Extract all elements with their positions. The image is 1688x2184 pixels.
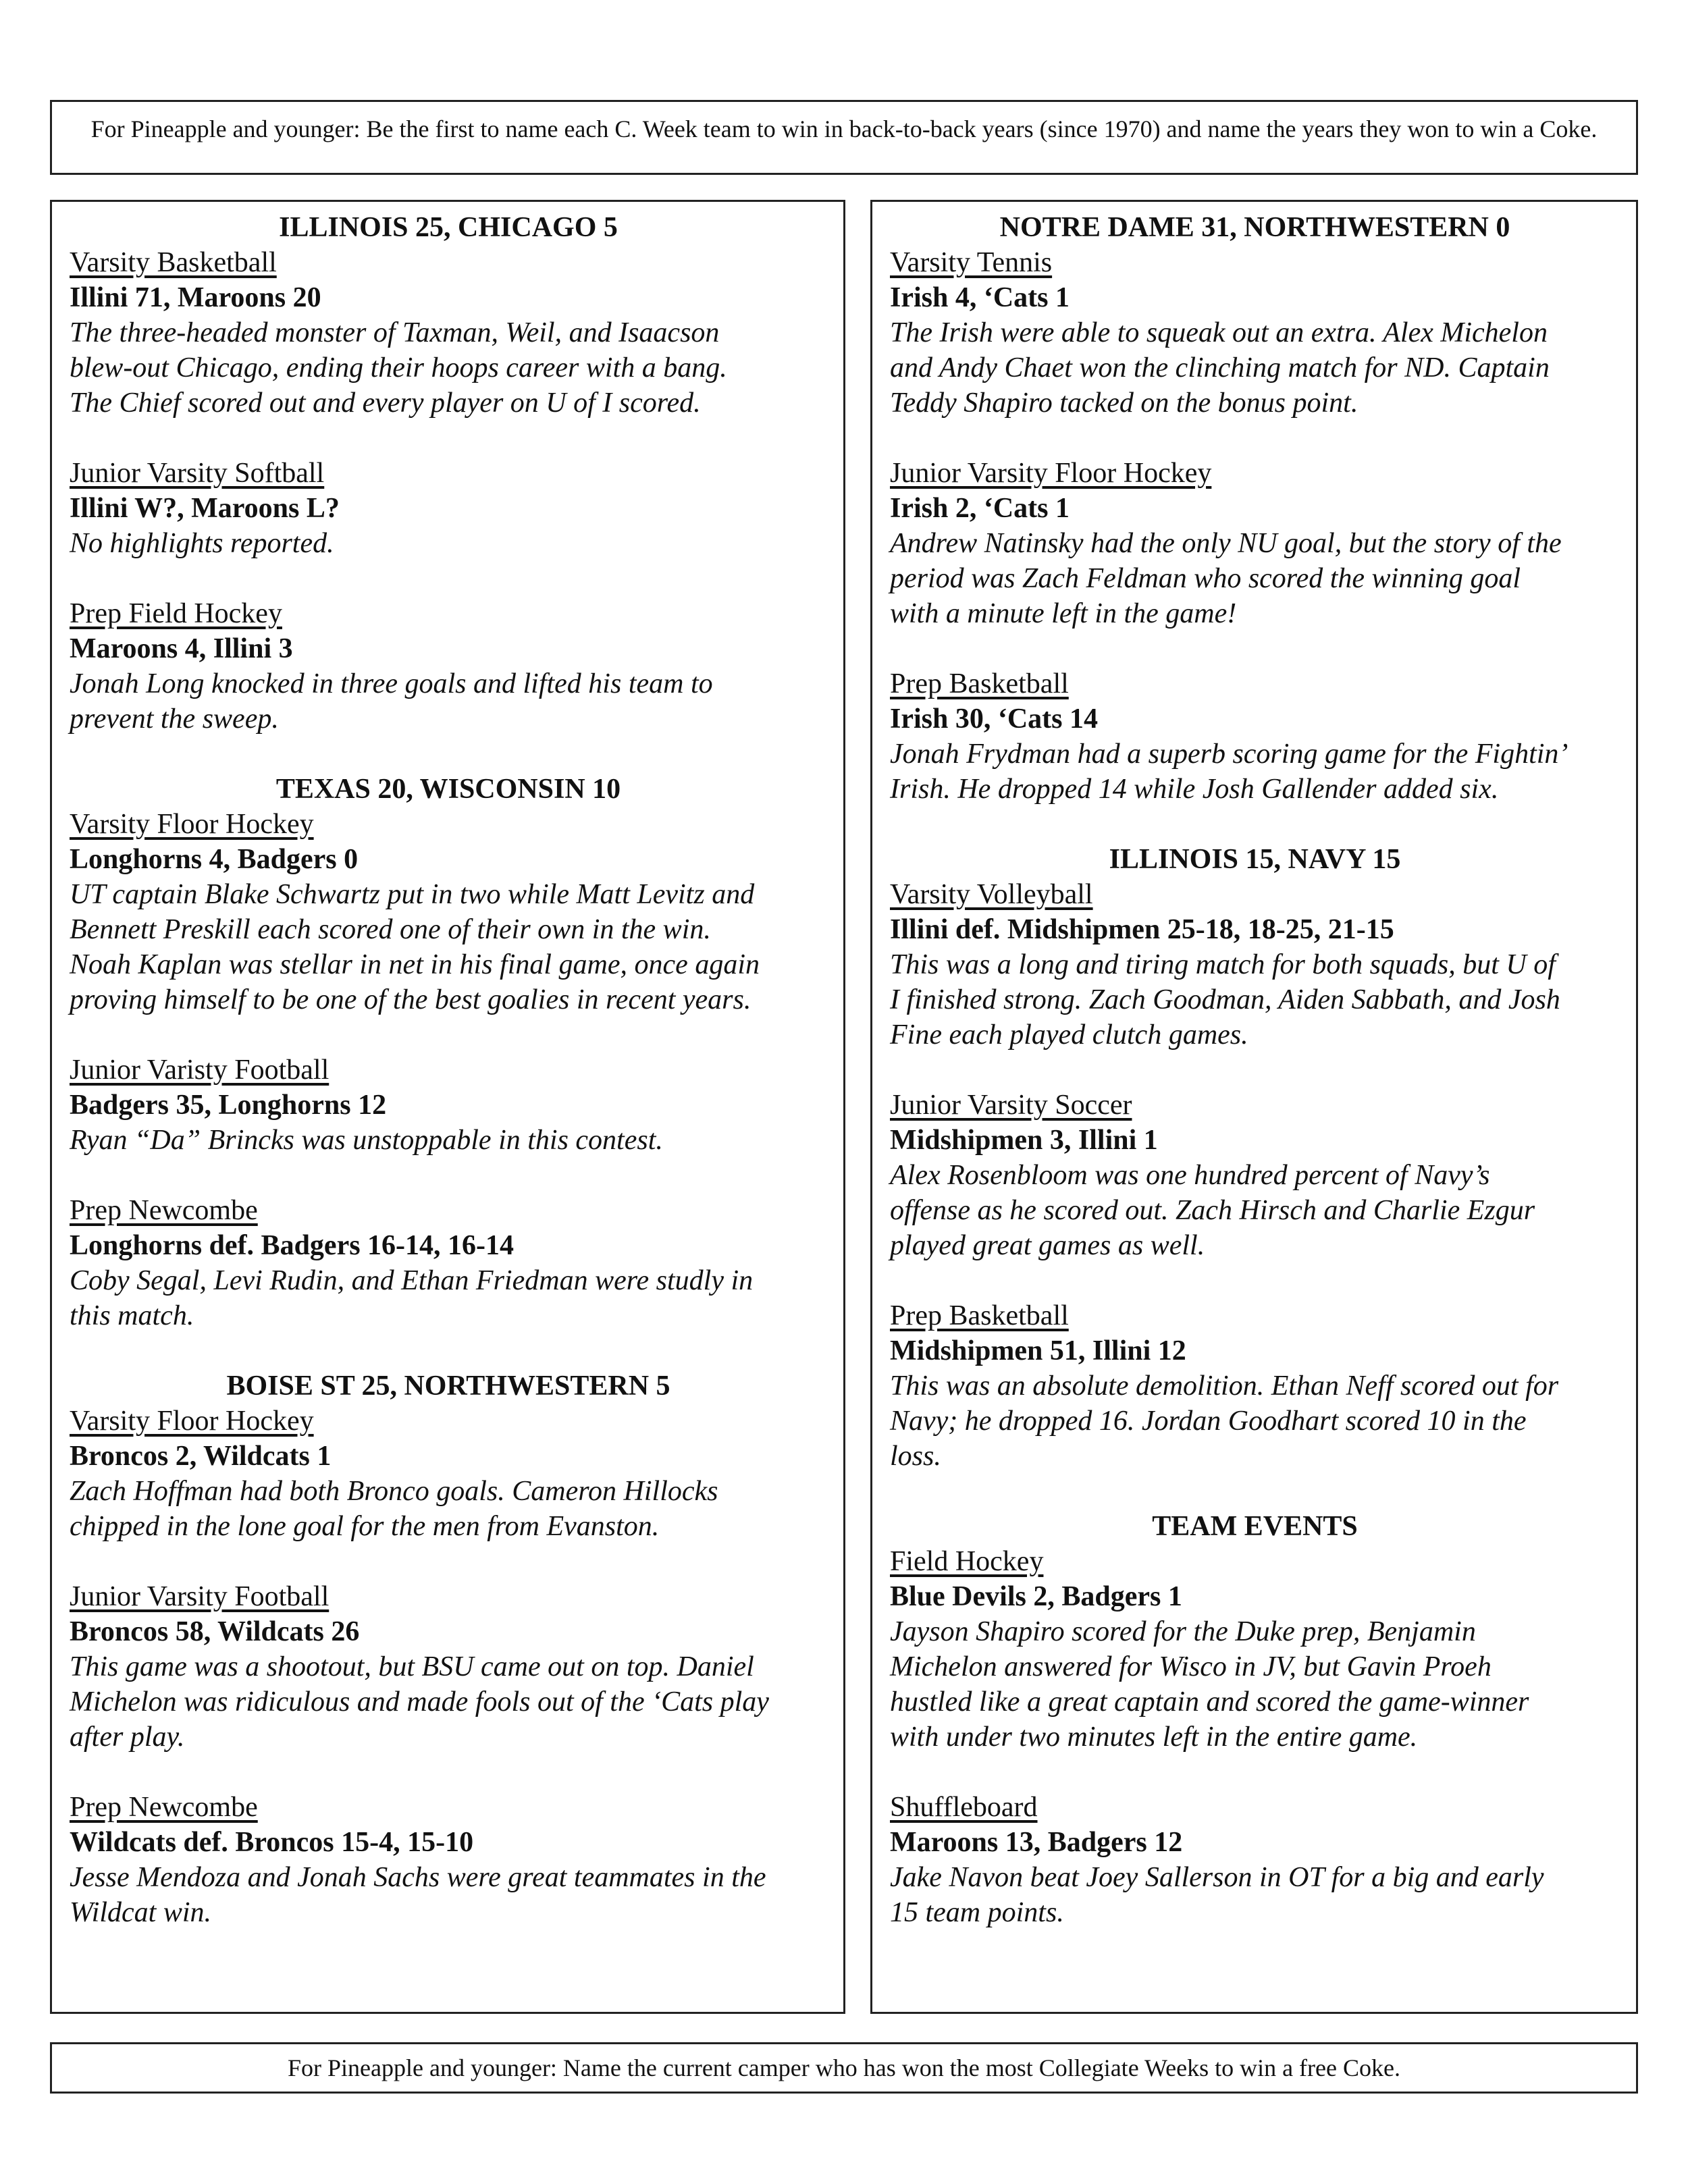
- game-result: [70, 245, 827, 421]
- game-score: Maroons 4, Illini 3: [70, 633, 293, 664]
- game-highlight-line: The three-headed monster of Taxman, Weil, and Isaacson: [70, 317, 720, 348]
- game-result: [70, 807, 827, 1017]
- game-highlight-line: I finished strong. Zach Goodman, Aiden Sabbath, and Josh: [890, 984, 1560, 1015]
- game-score: Irish 2, ‘Cats 1: [890, 493, 1070, 524]
- bottom-trivia-banner: [50, 2042, 1638, 2094]
- sport-label: Junior Varsity Football: [70, 1581, 329, 1612]
- game-score: Broncos 2, Wildcats 1: [70, 1441, 332, 1472]
- game-result: [890, 1544, 1620, 1755]
- game-highlight-line: hustled like a great captain and scored the game-winner: [890, 1686, 1529, 1717]
- matchup-heading: TEAM EVENTS: [1152, 1511, 1358, 1542]
- sport-label: Field Hockey: [890, 1546, 1044, 1577]
- game-highlight-line: This was a long and tiring match for both squads, but U of: [890, 949, 1556, 980]
- game-score: Blue Devils 2, Badgers 1: [890, 1581, 1182, 1612]
- left-results-column: [50, 200, 845, 2014]
- game-highlight-line: Noah Kaplan was stellar in net in his final game, once again: [70, 949, 760, 980]
- game-result: [70, 1579, 827, 1755]
- sport-label: Prep Newcombe: [70, 1792, 258, 1823]
- game-highlight-line: this match.: [70, 1300, 194, 1331]
- game-highlight-line: 15 team points.: [890, 1897, 1064, 1928]
- game-score: Illini W?, Maroons L?: [70, 493, 340, 524]
- game-result: [70, 1790, 827, 1930]
- matchup-heading: ILLINOIS 25, CHICAGO 5: [279, 212, 618, 243]
- sport-label: Prep Field Hockey: [70, 598, 282, 629]
- game-highlight-line: UT captain Blake Schwartz put in two while Matt Levitz and: [70, 879, 755, 910]
- game-score: Irish 30, ‘Cats 14: [890, 703, 1099, 735]
- game-highlight-line: Irish. He dropped 14 while Josh Gallender added six.: [890, 774, 1499, 805]
- game-highlight-line: Wildcat win.: [70, 1897, 211, 1928]
- game-highlight-line: with under two minutes left in the entire game.: [890, 1722, 1418, 1753]
- game-result: [890, 877, 1620, 1053]
- game-highlight-line: The Irish were able to squeak out an extra. Alex Michelon: [890, 317, 1548, 348]
- game-highlight-line: period was Zach Feldman who scored the winning goal: [890, 563, 1521, 594]
- game-highlight-line: The Chief scored out and every player on U of I scored.: [70, 388, 701, 419]
- game-highlight-line: Ryan “Da” Brincks was unstoppable in this contest.: [70, 1125, 663, 1156]
- game-highlight-line: Jonah Long knocked in three goals and lifted his team to: [70, 668, 713, 699]
- bottom-trivia-text: For Pineapple and younger: Name the current camper who has won the most Collegiate Weeks to win a free Coke.: [288, 2054, 1400, 2081]
- game-result: [70, 456, 827, 561]
- game-highlight-line: chipped in the lone goal for the men from Evanston.: [70, 1511, 660, 1542]
- sport-label: Junior Varisty Football: [70, 1055, 329, 1086]
- game-result: [70, 1053, 827, 1158]
- game-result: [890, 1790, 1620, 1930]
- game-highlight-line: Navy; he dropped 16. Jordan Goodhart scored 10 in the: [890, 1406, 1527, 1437]
- top-trivia-banner: [50, 100, 1638, 175]
- game-result: [70, 1193, 827, 1333]
- game-highlight-line: blew-out Chicago, ending their hoops career with a bang.: [70, 352, 727, 383]
- sport-label: Varsity Floor Hockey: [70, 809, 314, 840]
- game-highlight-line: proving himself to be one of the best goalies in recent years.: [70, 984, 751, 1015]
- sport-label: Junior Varsity Soccer: [890, 1090, 1132, 1121]
- game-highlight-line: Alex Rosenbloom was one hundred percent of Navy’s: [890, 1160, 1490, 1191]
- sport-label: Varsity Tennis: [890, 247, 1053, 278]
- game-score: Badgers 35, Longhorns 12: [70, 1090, 387, 1121]
- sport-label: Junior Varsity Floor Hockey: [890, 458, 1212, 489]
- game-result: [890, 456, 1620, 631]
- game-result: [70, 1404, 827, 1544]
- game-score: Illini def. Midshipmen 25-18, 18-25, 21-15: [890, 914, 1394, 945]
- sport-label: Prep Basketball: [890, 1300, 1069, 1331]
- matchup-heading: BOISE ST 25, NORTHWESTERN 5: [226, 1370, 670, 1402]
- game-highlight-line: prevent the sweep.: [70, 703, 279, 735]
- sport-label: Prep Newcombe: [70, 1195, 258, 1226]
- game-score: Longhorns 4, Badgers 0: [70, 844, 359, 875]
- game-highlight-line: Coby Segal, Levi Rudin, and Ethan Friedman were studly in: [70, 1265, 754, 1296]
- game-highlight-line: loss.: [890, 1441, 941, 1472]
- sport-label: Varsity Floor Hockey: [70, 1406, 314, 1437]
- game-highlight-line: offense as he scored out. Zach Hirsch and Charlie Ezgur: [890, 1195, 1535, 1226]
- right-results-column: [870, 200, 1638, 2014]
- game-highlight-line: Bennett Preskill each scored one of their own in the win.: [70, 914, 711, 945]
- sport-label: Varsity Volleyball: [890, 879, 1093, 910]
- game-score: Midshipmen 51, Illini 12: [890, 1335, 1186, 1366]
- game-highlight-line: Zach Hoffman had both Bronco goals. Cameron Hillocks: [70, 1476, 718, 1507]
- game-highlight-line: Michelon answered for Wisco in JV, but Gavin Proeh: [890, 1651, 1492, 1682]
- sport-label: Varsity Basketball: [70, 247, 277, 278]
- game-result: [890, 245, 1620, 421]
- sport-label: Junior Varsity Softball: [70, 458, 325, 489]
- matchup-heading: NOTRE DAME 31, NORTHWESTERN 0: [999, 212, 1510, 243]
- game-score: Broncos 58, Wildcats 26: [70, 1616, 360, 1647]
- matchup-heading: TEXAS 20, WISCONSIN 10: [275, 774, 621, 805]
- game-highlight-line: after play.: [70, 1722, 185, 1753]
- game-highlight-line: Jonah Frydman had a superb scoring game for the Fightin’: [890, 739, 1568, 770]
- game-score: Maroons 13, Badgers 12: [890, 1827, 1183, 1858]
- game-highlight-line: with a minute left in the game!: [890, 598, 1237, 629]
- game-highlight-line: This was an absolute demolition. Ethan Neff scored out for: [890, 1370, 1559, 1402]
- game-highlight-line: Michelon was ridiculous and made fools out of the ‘Cats play: [70, 1686, 769, 1717]
- game-highlight-line: Andrew Natinsky had the only NU goal, but the story of the: [890, 528, 1562, 559]
- matchup-heading: ILLINOIS 15, NAVY 15: [1109, 844, 1401, 875]
- game-highlight-line: Fine each played clutch games.: [890, 1019, 1248, 1050]
- top-trivia-text: For Pineapple and younger: Be the first to name each C. Week team to win in back-to-back years (since 1970) and name the years they won to win a Coke.: [90, 115, 1598, 142]
- game-highlight-line: Jayson Shapiro scored for the Duke prep, Benjamin: [890, 1616, 1476, 1647]
- game-result: [70, 596, 827, 737]
- game-score: Longhorns def. Badgers 16-14, 16-14: [70, 1230, 515, 1261]
- game-result: [890, 666, 1620, 807]
- sport-label: Shuffleboard: [890, 1792, 1038, 1823]
- game-highlight-line: Jake Navon beat Joey Sallerson in OT for a big and early: [890, 1862, 1544, 1893]
- game-result: [890, 1298, 1620, 1474]
- game-highlight-line: This game was a shootout, but BSU came out on top. Daniel: [70, 1651, 754, 1682]
- game-highlight-line: Teddy Shapiro tacked on the bonus point.: [890, 388, 1359, 419]
- game-highlight-line: No highlights reported.: [70, 528, 334, 559]
- game-score: Midshipmen 3, Illini 1: [890, 1125, 1158, 1156]
- game-score: Irish 4, ‘Cats 1: [890, 282, 1070, 313]
- sport-label: Prep Basketball: [890, 668, 1069, 699]
- game-highlight-line: Jesse Mendoza and Jonah Sachs were great teammates in the: [70, 1862, 766, 1893]
- game-score: Illini 71, Maroons 20: [70, 282, 321, 313]
- game-score: Wildcats def. Broncos 15-4, 15-10: [70, 1827, 474, 1858]
- game-highlight-line: played great games as well.: [890, 1230, 1205, 1261]
- game-highlight-line: and Andy Chaet won the clinching match for ND. Captain: [890, 352, 1550, 383]
- game-result: [890, 1088, 1620, 1263]
